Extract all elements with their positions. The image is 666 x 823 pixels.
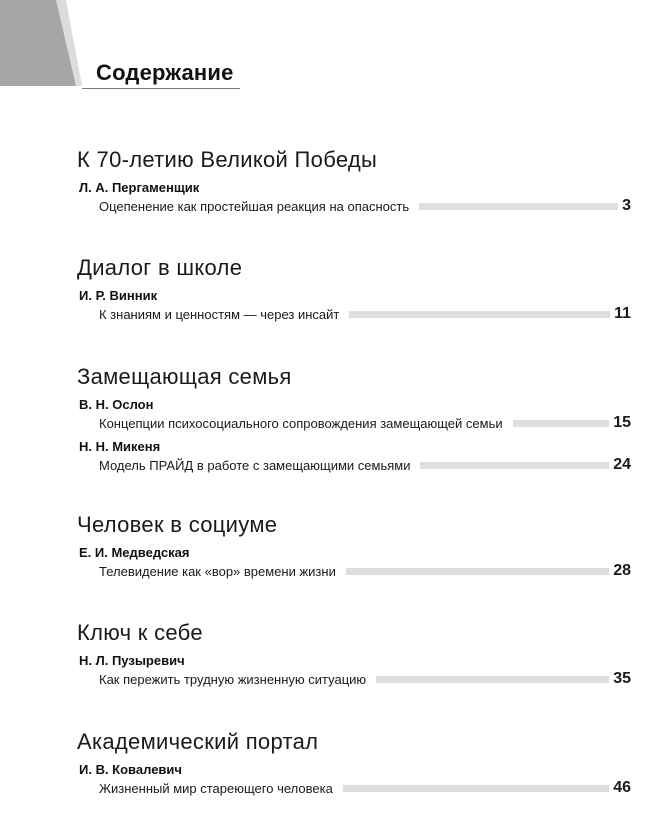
entry-page-number[interactable]: 11 xyxy=(614,305,631,322)
entry-author: Н. Л. Пузыревич xyxy=(79,653,185,668)
leader-bar xyxy=(346,568,609,575)
toc-section xyxy=(77,620,647,695)
section-title: Замещающая семья xyxy=(77,364,292,389)
entry-page-number[interactable]: 15 xyxy=(613,414,631,431)
toc-entry[interactable] xyxy=(77,439,647,481)
leader-bar xyxy=(343,785,609,792)
toc-entry[interactable] xyxy=(77,180,647,222)
entry-page-number[interactable]: 28 xyxy=(613,562,631,579)
leader-bar xyxy=(376,676,609,683)
title-underline xyxy=(82,88,240,89)
entry-author: Н. Н. Микеня xyxy=(79,439,161,454)
entry-author: И. В. Ковалевич xyxy=(79,762,182,777)
section-title: Академический портал xyxy=(77,729,319,754)
entry-author: В. Н. Ослон xyxy=(79,397,154,412)
section-title: К 70-летию Великой Победы xyxy=(77,147,378,172)
entry-page-number[interactable]: 35 xyxy=(613,670,631,687)
toc-entry[interactable] xyxy=(77,545,647,587)
entry-page-number[interactable]: 46 xyxy=(613,779,631,796)
entry-title[interactable]: К знаниям и ценностям — через инсайт xyxy=(99,306,340,322)
toc-entry[interactable] xyxy=(77,397,647,439)
entry-title[interactable]: Телевидение как «вор» времени жизни xyxy=(99,563,336,579)
entry-author: Л. А. Пергаменщик xyxy=(79,180,200,195)
leader-bar xyxy=(419,203,618,210)
toc-section xyxy=(77,364,647,481)
toc-entry[interactable] xyxy=(77,762,647,804)
leader-bar xyxy=(420,462,609,469)
entry-title[interactable]: Модель ПРАЙД в работе с замещающими семьями xyxy=(99,457,411,473)
entry-row xyxy=(99,197,647,215)
section-title: Ключ к себе xyxy=(77,620,203,645)
entry-title[interactable]: Как пережить трудную жизненную ситуацию xyxy=(99,671,367,687)
toc-section xyxy=(77,147,647,222)
entry-title[interactable]: Оцепенение как простейшая реакция на опасность xyxy=(99,198,410,214)
entry-page-number[interactable]: 3 xyxy=(622,197,631,214)
entry-row xyxy=(99,562,647,580)
entry-author: Е. И. Медведская xyxy=(79,545,190,560)
toc-entry[interactable] xyxy=(77,653,647,695)
entry-page-number[interactable]: 24 xyxy=(613,456,631,473)
toc-section xyxy=(77,255,647,330)
entry-row xyxy=(99,414,647,432)
leader-bar xyxy=(349,311,610,318)
toc-section xyxy=(77,512,647,587)
entry-row xyxy=(99,305,647,323)
toc-entry[interactable] xyxy=(77,288,647,330)
entry-author: И. Р. Винник xyxy=(79,288,158,303)
entry-title[interactable]: Жизненный мир стареющего человека xyxy=(99,780,333,796)
page-title: Содержание xyxy=(96,60,234,85)
entry-row xyxy=(99,670,647,688)
toc-section xyxy=(77,729,647,804)
section-title: Человек в социуме xyxy=(77,512,278,537)
section-title: Диалог в школе xyxy=(77,255,243,280)
entry-row xyxy=(99,456,647,474)
entry-title[interactable]: Концепции психосоциального сопровождения замещающей семьи xyxy=(99,415,503,431)
entry-row xyxy=(99,779,647,797)
leader-bar xyxy=(513,420,610,427)
